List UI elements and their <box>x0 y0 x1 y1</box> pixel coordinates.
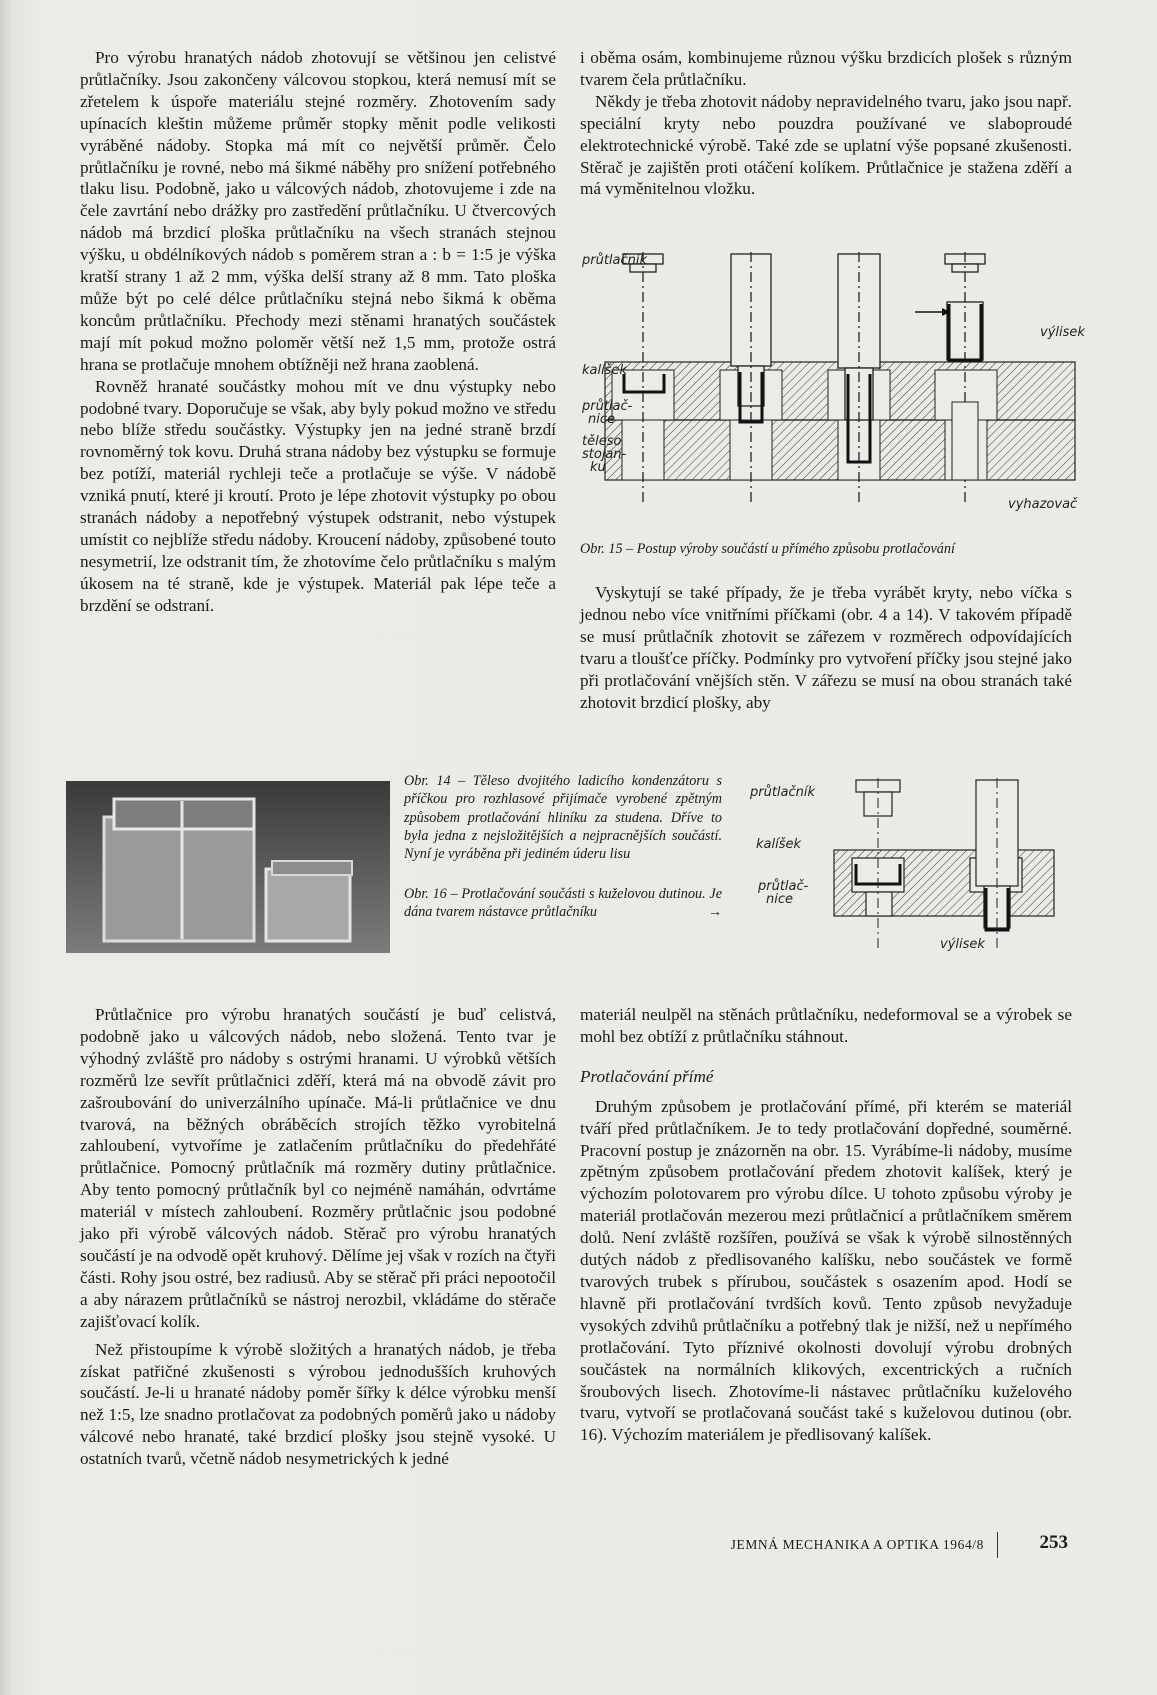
column-top-right <box>580 47 1072 200</box>
die-blocks <box>605 362 1075 480</box>
paragraph: Někdy je třeba zhotovit nádoby nepravidelného tvaru, jako jsou např. speciální kryty nebo pouzdra používané ve slaboproudé elektrotechnické výrobě. Také zde se uplatní výše popsané zkušenosti. Stěrač je zajištěn proti otáčení kolíkem. Průtlačnice je stažena zděří a má vyměnitelnou vložku. <box>580 91 1072 199</box>
paragraph: Druhým způsobem je protlačování přímé, při kterém se materiál tváří před průtlačníkem. Je to tedy protlačování dopředné, souměrné. Pracovní postup je znázorněn na obr. 15. Vyrábíme-li nádoby, musíme zpětným způsobem protlačování předem zhotovit kalíšek, který je výchozím polotovarem pro výrobu dílce. U tohoto způsobu výroby je materiál protlačován mezerou mezi průtlačnicí a průtlačníkem směrem dolů. Není zvláště rozšířen, používá se však k výrobě silnostěnných dutých nádob z předlisovaného kalíšku, nebo součástek ve formě tvarových trubek s přírubou, součástek s osazením apod. Hodí se hlavně při protlačování tvrdších kovů. Tento způsob nevyžaduje vysokých zdvihů průtlačníku a potřebný tlak je nižší, než u nepřímého protlačování. Tyto příznivé okolnosti dovolují výrobu drobných součástek na normálních klikových, excentrických a ručních šroubových lisech. Zhotovíme-li nástavec průtlačníku kuželového tvaru, vytvoří se protlačovaná součást také s kuželovou dutinou (obr. 16). Výchozím materiálem je předlisovaný kalíšek. <box>580 1096 1072 1445</box>
paragraph: Pro výrobu hranatých nádob zhotovují se většinou jen celistvé průtlačníky. Jsou zakončeny válcovou stopkou, která nemusí mít se zřetelem k úspoře materiálu stejné rozměry. Zhotovením sady upínacích kleštin můžeme průměr stopky měnit podle velikosti vyráběné nádoby. Stopka má mít co největší průměr. Čelo průtlačníku je rovné, nebo má šikmé náběhy pro snížení potřebného tlaku lisu. Podobně, jako u válcových nádob, zhotovujeme i zde na čele zavrtání nebo drážky pro zastředění průtlačníku. U čtvercových nádob má brzdicí ploška průtlačníku na všech stranách stejnou výšku, u obdélníkových nádob s poměrem stran a : b = 1:5 je výška kratší strany 1 až 2 mm, výška delší strany až 8 mm. Tato ploška může být po celé délce průtlačníku stejná nebo šikmá k oběma koncům průtlačníku. Přechody mezi stěnami hranatých součástek mají mít pokud možno poloměr větší než 1,5 mm, protože ostrá hrana se protlačuje mnohem obtížněji než hrana zaoblená. <box>80 48 556 374</box>
paragraph: Vyskytují se také případy, že je třeba vyrábět kryty, nebo víčka s jednou nebo více vnitřními příčkami (obr. 4 a 14). V takovém případě se musí průtlačník zhotovit se zářezem v rozměrech odpovídajících tvaru a tloušťce příčky. Podmínky pro vytvoření příčky jsou stejné jako při protlačování vnějších stěn. V zářezu se musí na obou stranách také zhotovit brzdicí plošky, aby <box>580 583 1072 712</box>
column-bottom-left <box>80 1004 556 1470</box>
label-teleso-2: stojan- <box>582 447 627 462</box>
label-prutlacnik: průtlačník <box>582 253 648 268</box>
column-top-right-continued <box>580 582 1072 713</box>
figure-15-caption: Obr. 15 – Postup výroby součástí u přímého způsobu protlačování <box>580 541 955 557</box>
paragraph: Průtlačnice pro výrobu hranatých součástí je buď celistvá, podobně jako u válcových nádob, nebo složená. Tento tvar je výhodný zvláště pro nádoby s ostrými hranami. U výrobků větších rozměrů lze sevřít průtlačnici zděří, která má na obvodě závit pro zašroubování do univerzálního upínače. Má-li průtlačnice ve dnu tvarová, na běžných obráběcích strojích těžko vyrobitelná zahloubení, vytvoříme je zatlačením průtlačníku do předehřáté průtlačnice. Pomocný průtlačník má rozměry dutiny průtlačnice. Aby tento pomocný průtlačník byl co nejméně namáhán, odvrtáme materiál v místech zahloubení. Rozměry průtlačnic jsou podobné jako při výrobě válcových nádob. Stěrač pro výrobu hranatých součástí je na odvodě opět kruhový. Dělíme jej však v rozích na čtyři části. Rohy jsou ostré, bez radiusů. Aby se stěrač při práci nepootočil a aby nárazem průtlačníků se nástroj nerozbil, vkládáme do stěrače zajišťovací kolík. <box>80 1005 556 1331</box>
paragraph: i oběma osám, kombinujeme různou výšku brzdicích plošek s různým tvarem čela průtlačníku. <box>580 48 1072 89</box>
label-prutlacnice-1: průtlač- <box>758 879 809 894</box>
label-vyhazovac: vyhazovač <box>1008 497 1078 512</box>
figure-16-drawing <box>750 778 1080 956</box>
label-vylisek: výlisek <box>940 937 985 952</box>
label-prutlacnice-1: průtlač- <box>582 399 633 414</box>
paragraph: materiál neulpěl na stěnách průtlačníku, nedeformoval se a výrobek se mohl bez obtíží z průtlačníku stáhnout. <box>580 1005 1072 1046</box>
label-kalisek: kalíšek <box>756 837 802 852</box>
footer-divider <box>997 1532 998 1558</box>
column-top-left <box>80 47 556 617</box>
ejector <box>952 402 978 480</box>
figure-15-drawing <box>580 252 1085 520</box>
paragraph: Rovněž hranaté součástky mohou mít ve dnu výstupky nebo podobné tvary. Doporučuje se však, aby byly pokud možno ve středu nebo blíže středu součástky. Výstupky jen na jedné straně brzdí rovnoměrný tok kovu. Druhá strana nádoby bez výstupku se formuje bez potíží, materiál rychleji teče a protlačuje se výše. V nádobě vzniká pnutí, které ji kroutí. Proto je lépe zhotovit výstupky po obou stranách nádoby a nepotřebný výstupek odstranit, nebo výstupek umístit co nejblíže středu nádoby. Kroucení nádoby, způsobené touto nesymetrií, lze odstranit tím, že zhotovíme čelo průtlačníku s malým úkosem na té straně, kde je výstupek. Materiál pak lépe teče a brzdění se odstraní. <box>80 376 556 615</box>
figure-16-caption-text: Obr. 16 – Protlačování součásti s kuželovou dutinou. Je dána tvarem nástavce průtlačníku <box>404 886 722 921</box>
figure-14-photo <box>66 781 390 953</box>
label-vylisek: výlisek <box>1040 325 1085 340</box>
figure-16-caption <box>404 885 722 922</box>
arrow-right-icon: → <box>707 904 722 921</box>
section-heading: Protlačování přímé <box>580 1066 714 1086</box>
label-kalisek: kalíšek <box>582 363 628 378</box>
page-footer <box>730 1530 1076 1560</box>
label-prutlacnice-2: nice <box>588 412 615 427</box>
label-teleso-1: těleso <box>582 434 622 449</box>
column-bottom-right <box>580 1004 1072 1446</box>
label-prutlacnice-2: nice <box>766 892 793 907</box>
label-teleso-3: ku <box>590 460 606 475</box>
journal-name: JEMNÁ MECHANIKA A OPTIKA 1964/8 <box>730 1537 984 1552</box>
label-prutlacnik: průtlačník <box>750 785 816 800</box>
page-number: 253 <box>1039 1532 1068 1553</box>
figure-14-caption: Obr. 14 – Těleso dvojitého ladicího kondenzátoru s příčkou pro rozhlasové přijímače vyrobené zpětným způsobem protlačování hliníku za studena. Dříve to byla jedna z nejsložitějších a nejpracnějších součástí. Nyní je vyráběna při jediném úderu lisu <box>404 773 722 863</box>
paragraph: Než přistoupíme k výrobě složitých a hranatých nádob, je třeba získat patřičné zkušenosti s výrobou jednodušších kruhových součástí. Je-li u hranaté nádoby poměr šířky k délce výrobku menší než 1:5, lze snadno protlačovat za podobných poměrů jako u nádoby válcové nebo hranaté, také brzdicí plošky jsou stejně vysoké. U ostatních tvarů, včetně nádob nesymetrických k jedné <box>80 1339 556 1469</box>
